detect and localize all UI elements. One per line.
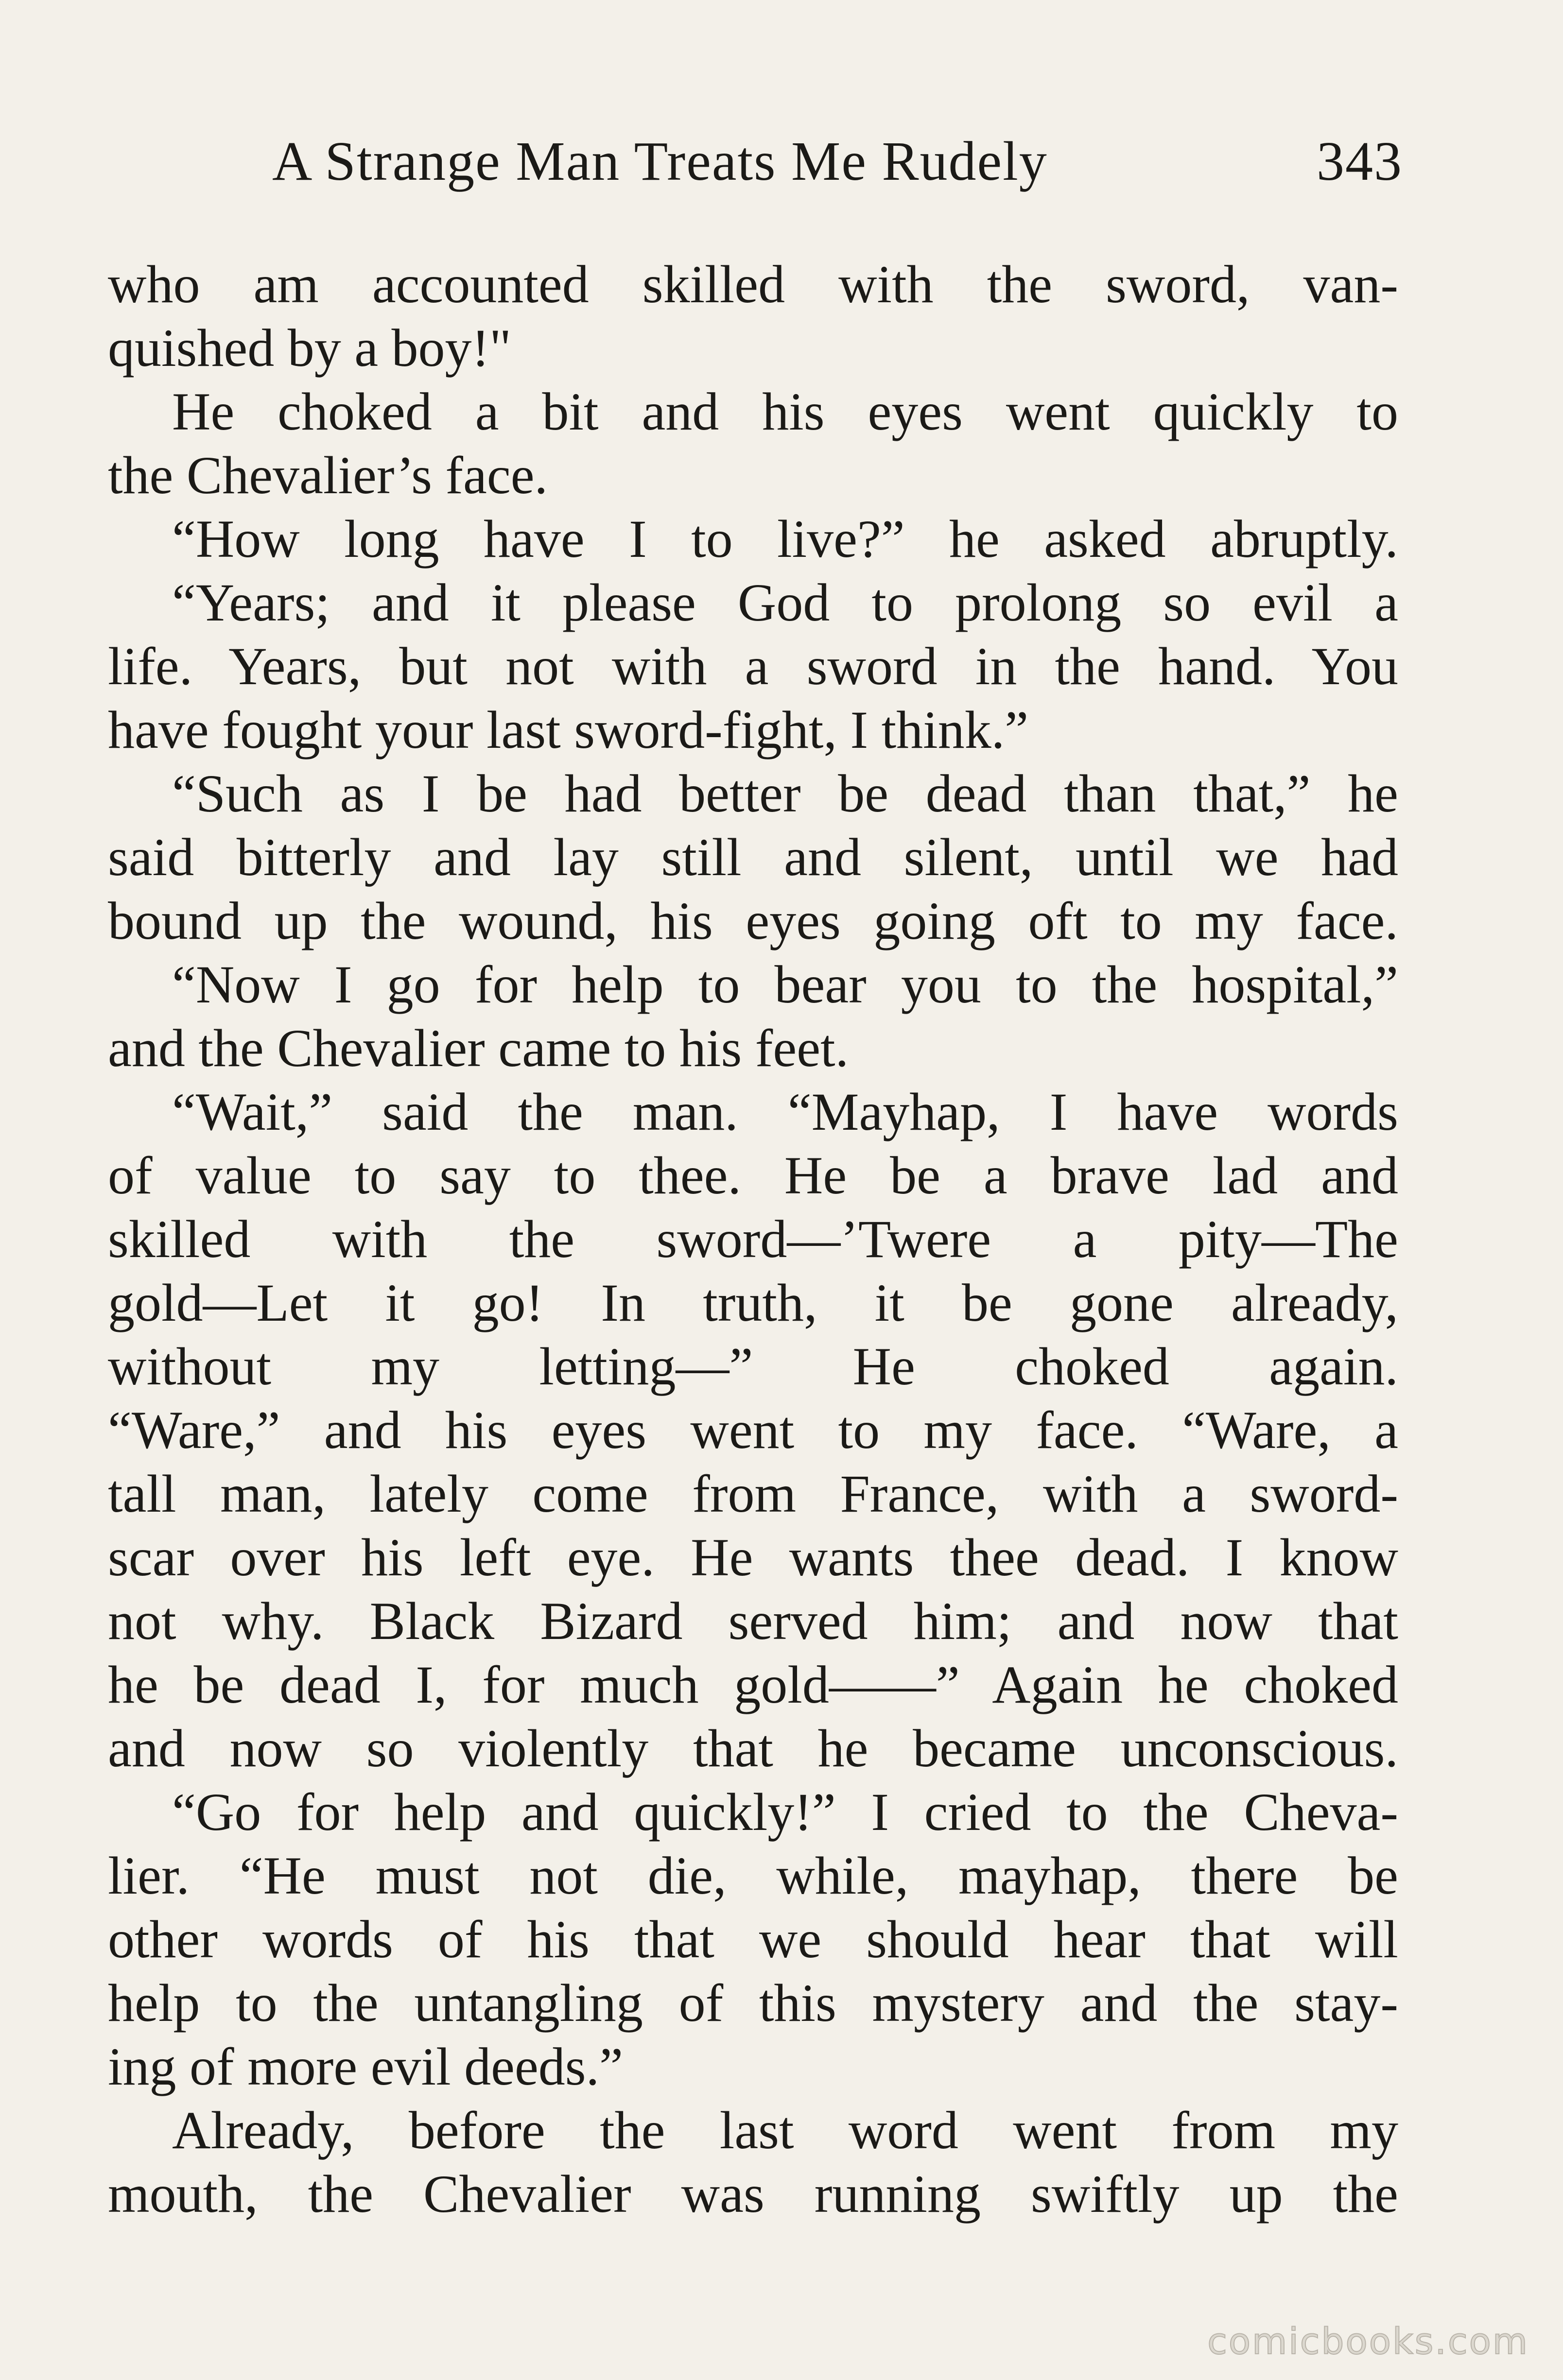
running-head <box>272 127 1403 195</box>
text-line: he be dead I, for much gold——” Again he choked <box>108 1655 1398 1714</box>
text-line: and the Chevalier came to his feet. <box>108 1018 849 1078</box>
paragraph <box>108 953 1398 1080</box>
paragraph <box>108 1080 1398 1780</box>
paragraph <box>108 1780 1398 2099</box>
text-line: who am accounted skilled with the sword, van- <box>108 255 1398 314</box>
text-line: “Years; and it please God to prolong so evil a <box>172 573 1398 632</box>
text-line: scar over his left eye. He wants thee dead. I know <box>108 1528 1398 1587</box>
text-line: help to the untangling of this mystery and the stay- <box>108 1973 1398 2033</box>
body-text <box>108 253 1398 2226</box>
text-line: have fought your last sword-fight, I think.” <box>108 700 1029 759</box>
paragraph <box>108 571 1398 762</box>
text-line: said bitterly and lay still and silent, until we had <box>108 828 1398 887</box>
text-line: without my letting—” He choked again. <box>108 1337 1398 1396</box>
paragraph <box>108 762 1398 953</box>
text-line: and now so violently that he became unconscious. <box>108 1719 1398 1778</box>
text-line: bound up the wound, his eyes going oft to my face. <box>108 891 1398 950</box>
text-line: life. Years, but not with a sword in the hand. You <box>108 637 1398 696</box>
text-line: “Go for help and quickly!” I cried to the Cheva- <box>172 1782 1398 1842</box>
page-number: 343 <box>1317 130 1403 192</box>
text-line: “Wait,” said the man. “Mayhap, I have words <box>172 1082 1398 1141</box>
text-line: tall man, lately come from France, with a sword- <box>108 1464 1398 1523</box>
watermark: comicbooks.com <box>1207 2321 1529 2363</box>
paragraph <box>108 253 1398 380</box>
text-line: mouth, the Chevalier was running swiftly up the <box>108 2164 1398 2224</box>
text-line: of value to say to thee. He be a brave lad and <box>108 1146 1398 1205</box>
paragraph <box>108 380 1398 507</box>
running-title: A Strange Man Treats Me Rudely <box>272 130 1048 192</box>
text-line: “Now I go for help to bear you to the hospital,” <box>172 955 1398 1014</box>
text-line: not why. Black Bizard served him; and now that <box>108 1591 1398 1651</box>
text-line: “How long have I to live?” he asked abruptly. <box>172 509 1398 569</box>
text-line: Already, before the last word went from my <box>172 2101 1398 2160</box>
text-line: ing of more evil deeds.” <box>108 2037 623 2096</box>
paragraph <box>108 2099 1398 2226</box>
text-line: He choked a bit and his eyes went quickly to <box>172 382 1398 441</box>
text-line: other words of his that we should hear that will <box>108 1910 1398 1969</box>
text-line: skilled with the sword—’Twere a pity—The <box>108 1209 1398 1269</box>
text-line: “Ware,” and his eyes went to my face. “Ware, a <box>108 1400 1398 1460</box>
text-line: the Chevalier’s face. <box>108 446 548 505</box>
paragraph <box>108 507 1398 571</box>
text-line: lier. “He must not die, while, mayhap, there be <box>108 1846 1398 1905</box>
text-line: gold—Let it go! In truth, it be gone already, <box>108 1273 1398 1332</box>
text-line: quished by a boy!" <box>108 318 512 378</box>
text-line: “Such as I be had better be dead than that,” he <box>172 764 1398 823</box>
